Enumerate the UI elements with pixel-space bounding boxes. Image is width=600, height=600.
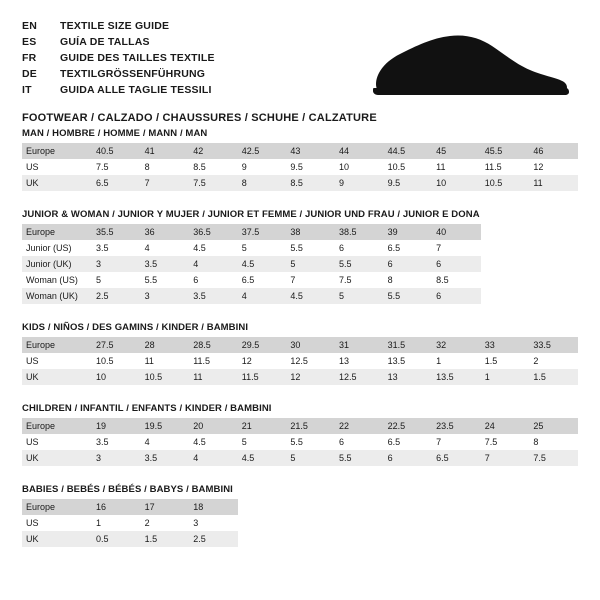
table-row bbox=[22, 272, 578, 288]
size-cell: 4.5 bbox=[286, 288, 335, 304]
size-cell: 6 bbox=[432, 256, 481, 272]
size-cell: 0.5 bbox=[92, 531, 141, 547]
size-table bbox=[22, 337, 578, 385]
size-cell bbox=[286, 515, 335, 531]
size-cell: 13 bbox=[384, 369, 433, 385]
size-cell: 17 bbox=[141, 499, 190, 515]
size-cell: 12.5 bbox=[335, 369, 384, 385]
size-cell: 10.5 bbox=[481, 175, 530, 191]
table-row bbox=[22, 434, 578, 450]
size-cell bbox=[238, 531, 287, 547]
size-cell: 6.5 bbox=[432, 450, 481, 466]
size-cell: 30 bbox=[286, 337, 335, 353]
size-cell: 5 bbox=[238, 434, 287, 450]
size-cell: 6 bbox=[335, 434, 384, 450]
size-cell: 28.5 bbox=[189, 337, 238, 353]
size-cell: 46 bbox=[529, 143, 578, 159]
size-cell: 22 bbox=[335, 418, 384, 434]
size-cell bbox=[286, 531, 335, 547]
size-cell bbox=[529, 224, 578, 240]
table-row bbox=[22, 418, 578, 434]
size-cell: 8 bbox=[384, 272, 433, 288]
row-label: Europe bbox=[22, 337, 92, 353]
size-cell bbox=[481, 531, 530, 547]
language-title: GUIDE DES TAILLES TEXTILE bbox=[60, 52, 215, 64]
size-cell: 4.5 bbox=[189, 434, 238, 450]
size-cell: 11.5 bbox=[481, 159, 530, 175]
size-cell: 28 bbox=[141, 337, 190, 353]
size-cell: 10.5 bbox=[384, 159, 433, 175]
size-cell bbox=[384, 515, 433, 531]
size-cell: 3.5 bbox=[189, 288, 238, 304]
size-cell: 5 bbox=[92, 272, 141, 288]
size-cell: 11 bbox=[141, 353, 190, 369]
size-cell: 33 bbox=[481, 337, 530, 353]
row-label: Junior (UK) bbox=[22, 256, 92, 272]
size-cell bbox=[481, 499, 530, 515]
row-label: Europe bbox=[22, 224, 92, 240]
size-cell: 6.5 bbox=[384, 240, 433, 256]
table-row bbox=[22, 499, 578, 515]
size-group bbox=[22, 322, 578, 385]
size-cell: 9 bbox=[335, 175, 384, 191]
size-cell: 10.5 bbox=[141, 369, 190, 385]
size-cell: 43 bbox=[286, 143, 335, 159]
size-group bbox=[22, 484, 578, 547]
size-cell: 8.5 bbox=[432, 272, 481, 288]
size-cell: 39 bbox=[384, 224, 433, 240]
size-cell bbox=[481, 224, 530, 240]
table-row bbox=[22, 240, 578, 256]
size-cell: 4.5 bbox=[189, 240, 238, 256]
size-cell: 5.5 bbox=[286, 240, 335, 256]
size-cell bbox=[481, 240, 530, 256]
size-table bbox=[22, 418, 578, 466]
size-cell: 12 bbox=[286, 369, 335, 385]
size-cell: 7.5 bbox=[92, 159, 141, 175]
size-cell: 8.5 bbox=[189, 159, 238, 175]
size-cell: 8 bbox=[141, 159, 190, 175]
size-cell: 5 bbox=[238, 240, 287, 256]
size-cell bbox=[529, 288, 578, 304]
size-cell: 2 bbox=[529, 353, 578, 369]
size-cell: 6.5 bbox=[238, 272, 287, 288]
size-cell: 27.5 bbox=[92, 337, 141, 353]
size-cell: 13.5 bbox=[432, 369, 481, 385]
size-cell bbox=[529, 240, 578, 256]
language-title: GUÍA DE TALLAS bbox=[60, 36, 150, 48]
size-cell bbox=[529, 256, 578, 272]
table-row bbox=[22, 224, 578, 240]
size-cell: 6 bbox=[432, 288, 481, 304]
size-cell: 11 bbox=[529, 175, 578, 191]
row-label: Junior (US) bbox=[22, 240, 92, 256]
row-label: Woman (US) bbox=[22, 272, 92, 288]
dress-shoe-icon bbox=[370, 32, 570, 98]
size-cell: 10.5 bbox=[92, 353, 141, 369]
size-cell bbox=[529, 531, 578, 547]
size-cell: 4 bbox=[141, 434, 190, 450]
table-row bbox=[22, 450, 578, 466]
table-row bbox=[22, 337, 578, 353]
size-cell: 5.5 bbox=[384, 288, 433, 304]
size-cell: 10 bbox=[432, 175, 481, 191]
size-cell: 35.5 bbox=[92, 224, 141, 240]
size-cell: 7.5 bbox=[335, 272, 384, 288]
size-cell bbox=[384, 531, 433, 547]
size-cell: 18 bbox=[189, 499, 238, 515]
size-cell: 11 bbox=[189, 369, 238, 385]
table-row bbox=[22, 515, 578, 531]
size-cell: 3 bbox=[92, 450, 141, 466]
size-cell bbox=[432, 515, 481, 531]
size-cell: 7.5 bbox=[529, 450, 578, 466]
size-cell: 8.5 bbox=[286, 175, 335, 191]
language-code: DE bbox=[22, 68, 37, 80]
page-title: FOOTWEAR / CALZADO / CHAUSSURES / SCHUHE / CALZATURE bbox=[22, 112, 377, 124]
size-cell bbox=[481, 272, 530, 288]
size-group-title: CHILDREN / INFANTIL / ENFANTS / KINDER / BAMBINI bbox=[22, 403, 272, 414]
size-tables-container bbox=[22, 128, 578, 547]
size-cell: 6 bbox=[189, 272, 238, 288]
size-cell bbox=[529, 499, 578, 515]
size-cell: 5 bbox=[286, 256, 335, 272]
size-cell: 7.5 bbox=[481, 434, 530, 450]
size-cell bbox=[481, 256, 530, 272]
size-cell: 5 bbox=[286, 450, 335, 466]
size-cell: 37.5 bbox=[238, 224, 287, 240]
size-cell: 31 bbox=[335, 337, 384, 353]
table-row bbox=[22, 143, 578, 159]
size-cell: 6.5 bbox=[92, 175, 141, 191]
size-cell: 7 bbox=[141, 175, 190, 191]
size-cell: 6 bbox=[384, 256, 433, 272]
size-cell: 11.5 bbox=[238, 369, 287, 385]
size-table bbox=[22, 224, 578, 304]
size-cell: 5.5 bbox=[141, 272, 190, 288]
size-cell: 33.5 bbox=[529, 337, 578, 353]
size-cell: 3.5 bbox=[92, 240, 141, 256]
size-group-title: KIDS / NIÑOS / DES GAMINS / KINDER / BAMBINI bbox=[22, 322, 249, 333]
row-label: Woman (UK) bbox=[22, 288, 92, 304]
size-cell: 3 bbox=[141, 288, 190, 304]
size-cell: 12 bbox=[529, 159, 578, 175]
size-cell bbox=[384, 499, 433, 515]
language-title: GUIDA ALLE TAGLIE TESSILI bbox=[60, 84, 212, 96]
size-cell: 40 bbox=[432, 224, 481, 240]
size-cell: 6.5 bbox=[384, 434, 433, 450]
row-label: US bbox=[22, 515, 92, 531]
size-cell: 21.5 bbox=[286, 418, 335, 434]
row-label: UK bbox=[22, 175, 92, 191]
size-cell: 42 bbox=[189, 143, 238, 159]
language-title: TEXTILE SIZE GUIDE bbox=[60, 20, 170, 32]
size-cell: 10 bbox=[335, 159, 384, 175]
size-cell: 2 bbox=[141, 515, 190, 531]
row-label: UK bbox=[22, 531, 92, 547]
size-cell bbox=[432, 499, 481, 515]
size-cell: 9 bbox=[238, 159, 287, 175]
size-cell: 19.5 bbox=[141, 418, 190, 434]
size-cell: 6 bbox=[335, 240, 384, 256]
language-code: ES bbox=[22, 36, 37, 48]
size-cell: 1.5 bbox=[481, 353, 530, 369]
size-cell: 10 bbox=[92, 369, 141, 385]
size-cell bbox=[286, 499, 335, 515]
size-cell: 4.5 bbox=[238, 256, 287, 272]
size-cell: 1 bbox=[432, 353, 481, 369]
size-cell bbox=[432, 531, 481, 547]
size-cell: 2.5 bbox=[92, 288, 141, 304]
size-cell: 24 bbox=[481, 418, 530, 434]
size-cell: 1.5 bbox=[529, 369, 578, 385]
row-label: UK bbox=[22, 450, 92, 466]
size-cell bbox=[335, 531, 384, 547]
size-cell: 44.5 bbox=[384, 143, 433, 159]
size-cell bbox=[238, 499, 287, 515]
size-cell: 19 bbox=[92, 418, 141, 434]
size-cell: 11.5 bbox=[189, 353, 238, 369]
size-cell: 5.5 bbox=[335, 256, 384, 272]
size-cell: 6 bbox=[384, 450, 433, 466]
size-cell: 1.5 bbox=[141, 531, 190, 547]
size-cell: 7 bbox=[432, 240, 481, 256]
language-title: TEXTILGRÖSSENFÜHRUNG bbox=[60, 68, 206, 80]
row-label: Europe bbox=[22, 499, 92, 515]
size-cell: 8 bbox=[238, 175, 287, 191]
size-cell: 31.5 bbox=[384, 337, 433, 353]
size-cell: 7 bbox=[286, 272, 335, 288]
size-cell: 3.5 bbox=[141, 450, 190, 466]
size-cell bbox=[529, 515, 578, 531]
size-cell bbox=[335, 499, 384, 515]
size-cell: 32 bbox=[432, 337, 481, 353]
size-cell: 40.5 bbox=[92, 143, 141, 159]
size-cell: 20 bbox=[189, 418, 238, 434]
size-cell: 29.5 bbox=[238, 337, 287, 353]
size-cell: 4 bbox=[238, 288, 287, 304]
language-code: FR bbox=[22, 52, 37, 64]
size-cell: 5 bbox=[335, 288, 384, 304]
size-cell: 11 bbox=[432, 159, 481, 175]
size-cell: 9.5 bbox=[286, 159, 335, 175]
size-cell: 3.5 bbox=[92, 434, 141, 450]
size-cell: 5.5 bbox=[335, 450, 384, 466]
size-cell: 21 bbox=[238, 418, 287, 434]
size-group-title: MAN / HOMBRE / HOMME / MANN / MAN bbox=[22, 128, 208, 139]
row-label: Europe bbox=[22, 418, 92, 434]
size-cell: 36 bbox=[141, 224, 190, 240]
row-label: US bbox=[22, 159, 92, 175]
table-row bbox=[22, 531, 578, 547]
size-cell: 3 bbox=[189, 515, 238, 531]
size-cell: 7 bbox=[481, 450, 530, 466]
table-row bbox=[22, 175, 578, 191]
size-cell: 36.5 bbox=[189, 224, 238, 240]
size-cell: 13 bbox=[335, 353, 384, 369]
size-cell: 1 bbox=[92, 515, 141, 531]
size-cell: 4 bbox=[189, 256, 238, 272]
row-label: UK bbox=[22, 369, 92, 385]
size-cell: 38.5 bbox=[335, 224, 384, 240]
size-cell bbox=[529, 272, 578, 288]
size-table bbox=[22, 499, 578, 547]
size-cell: 41 bbox=[141, 143, 190, 159]
size-cell: 45.5 bbox=[481, 143, 530, 159]
size-table bbox=[22, 143, 578, 191]
size-group bbox=[22, 209, 578, 304]
size-cell: 12.5 bbox=[286, 353, 335, 369]
size-cell: 44 bbox=[335, 143, 384, 159]
size-cell: 5.5 bbox=[286, 434, 335, 450]
size-group-title: BABIES / BEBÉS / BÉBÉS / BABYS / BAMBINI bbox=[22, 484, 233, 495]
size-cell: 4.5 bbox=[238, 450, 287, 466]
size-cell: 4 bbox=[189, 450, 238, 466]
size-cell: 3.5 bbox=[141, 256, 190, 272]
size-cell: 1 bbox=[481, 369, 530, 385]
size-group-title: JUNIOR & WOMAN / JUNIOR Y MUJER / JUNIOR ET FEMME / JUNIOR UND FRAU / JUNIOR E DONA bbox=[22, 209, 480, 220]
size-cell bbox=[481, 515, 530, 531]
language-code: IT bbox=[22, 84, 32, 96]
size-cell: 12 bbox=[238, 353, 287, 369]
table-row bbox=[22, 369, 578, 385]
size-cell bbox=[481, 288, 530, 304]
size-cell: 16 bbox=[92, 499, 141, 515]
size-cell: 3 bbox=[92, 256, 141, 272]
size-cell bbox=[335, 515, 384, 531]
size-cell: 42.5 bbox=[238, 143, 287, 159]
size-cell: 7.5 bbox=[189, 175, 238, 191]
table-row bbox=[22, 288, 578, 304]
size-cell: 13.5 bbox=[384, 353, 433, 369]
size-cell: 7 bbox=[432, 434, 481, 450]
table-row bbox=[22, 353, 578, 369]
size-cell: 22.5 bbox=[384, 418, 433, 434]
size-cell: 4 bbox=[141, 240, 190, 256]
size-group bbox=[22, 128, 578, 191]
row-label: US bbox=[22, 434, 92, 450]
size-cell bbox=[238, 515, 287, 531]
size-cell: 8 bbox=[529, 434, 578, 450]
table-row bbox=[22, 159, 578, 175]
size-cell: 25 bbox=[529, 418, 578, 434]
language-code: EN bbox=[22, 20, 37, 32]
page-header bbox=[22, 18, 578, 124]
row-label: US bbox=[22, 353, 92, 369]
size-cell: 23.5 bbox=[432, 418, 481, 434]
size-group bbox=[22, 403, 578, 466]
size-cell: 45 bbox=[432, 143, 481, 159]
row-label: Europe bbox=[22, 143, 92, 159]
size-cell: 9.5 bbox=[384, 175, 433, 191]
size-cell: 2.5 bbox=[189, 531, 238, 547]
size-cell: 38 bbox=[286, 224, 335, 240]
table-row bbox=[22, 256, 578, 272]
